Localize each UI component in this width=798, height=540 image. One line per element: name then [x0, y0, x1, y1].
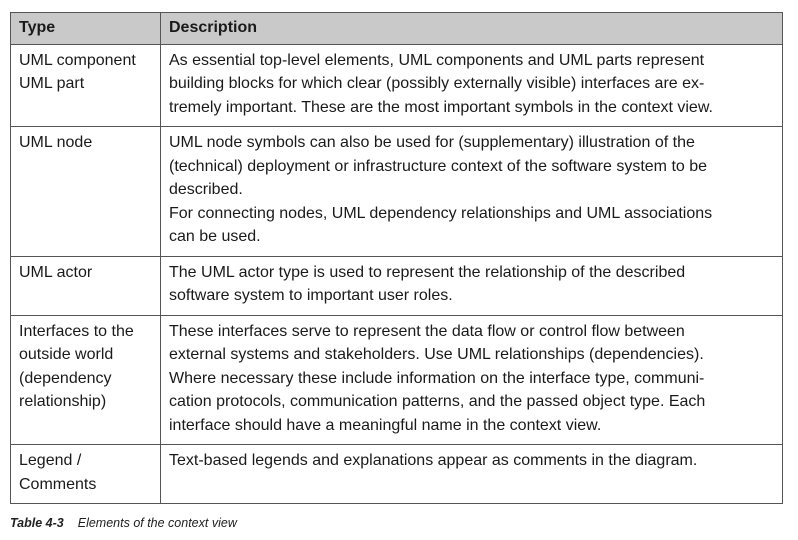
type-line: Comments: [19, 475, 97, 493]
description-cell: [161, 256, 783, 315]
table-header-row: [11, 13, 783, 45]
type-line: UML node: [19, 134, 93, 151]
type-cell: [11, 315, 161, 445]
description-line: building blocks for which clear (possibly externally visible) interfaces are ex-: [169, 75, 705, 92]
type-cell: [11, 127, 161, 257]
column-header-type: Type: [11, 13, 161, 45]
table-row: [11, 44, 783, 127]
description-line: (technical) deployment or infrastructure context of the software system to be: [169, 157, 708, 175]
type-line: (dependency: [19, 369, 112, 387]
table-row: [11, 127, 783, 257]
description-line: can be used.: [169, 228, 261, 245]
description-line: cation protocols, communication patterns, and the passed object type. Each: [169, 393, 706, 410]
type-line: Legend /: [19, 452, 82, 469]
description-line: interface should have a meaningful name in the context view.: [169, 416, 602, 434]
table-caption: [10, 516, 237, 530]
table-row: [11, 315, 783, 445]
description-line: For connecting nodes, UML dependency relationships and UML associations: [169, 204, 713, 222]
type-line: UML actor: [19, 263, 93, 281]
caption-text: Elements of the context view: [77, 516, 237, 530]
type-cell: [11, 445, 161, 504]
description-line: UML node symbols can also be used for (supplementary) illustration of the: [169, 134, 695, 151]
description-line: external systems and stakeholders. Use UML relationships (dependencies).: [169, 346, 704, 363]
context-view-elements-table: [10, 12, 783, 504]
description-line: The UML actor type is used to represent the relationship of the described: [169, 263, 686, 281]
table-row: [11, 445, 783, 504]
description-line: As essential top-level elements, UML components and UML parts represent: [169, 51, 705, 69]
type-line: UML component: [19, 51, 136, 69]
type-line: UML part: [19, 75, 85, 92]
description-line: software system to important user roles.: [169, 287, 453, 304]
description-line: Where necessary these include information on the interface type, communi-: [169, 369, 705, 387]
description-line: described.: [169, 181, 243, 198]
description-line: tremely important. These are the most important symbols in the context view.: [169, 98, 713, 116]
column-header-description: Description: [161, 13, 783, 45]
description-cell: [161, 445, 783, 504]
type-line: outside world: [19, 346, 114, 363]
description-line: These interfaces serve to represent the data flow or control flow between: [169, 322, 685, 340]
table-row: [11, 256, 783, 315]
description-cell: [161, 127, 783, 257]
type-line: relationship): [19, 393, 107, 410]
description-line: Text-based legends and explanations appear as comments in the diagram.: [169, 452, 698, 469]
type-cell: [11, 44, 161, 127]
description-cell: [161, 315, 783, 445]
type-line: Interfaces to the: [19, 322, 134, 340]
description-cell: [161, 44, 783, 127]
type-cell: [11, 256, 161, 315]
caption-label: Table 4-3: [10, 516, 64, 530]
